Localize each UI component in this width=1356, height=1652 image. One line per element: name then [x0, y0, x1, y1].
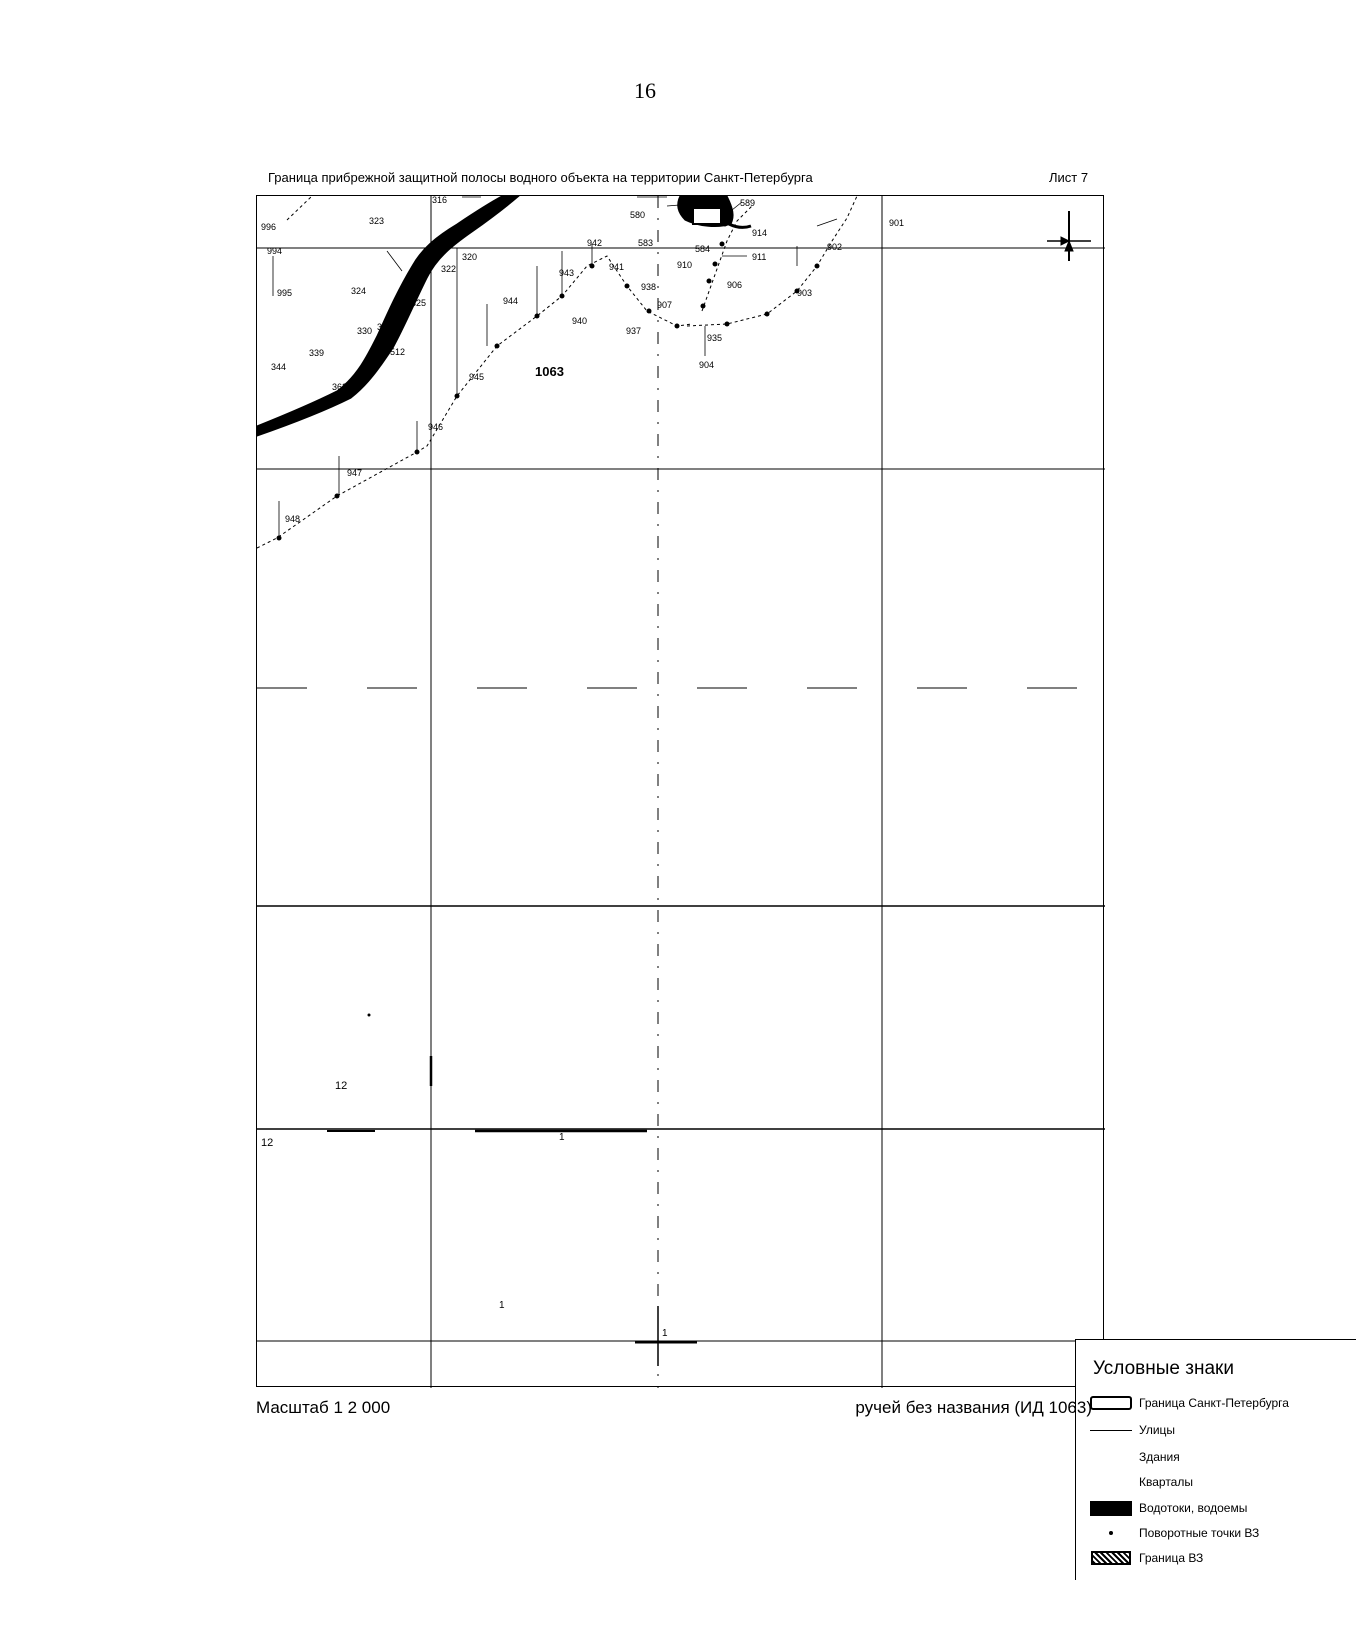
point-label: 322 [441, 264, 457, 274]
legend-label: Граница ВЗ [1139, 1551, 1204, 1565]
point-label: 320 [462, 252, 478, 262]
point-label: 947 [347, 468, 363, 478]
legend-item-zone [1089, 1547, 1203, 1569]
legend-item-streets [1089, 1419, 1175, 1441]
north-arrow-icon [1047, 211, 1091, 261]
map-marks [327, 1014, 697, 1366]
map-grid [257, 196, 1105, 1388]
block-icon [1089, 1474, 1133, 1490]
point-label: 584 [695, 244, 711, 254]
point-label: 580 [630, 210, 646, 220]
legend-item-buildings [1089, 1446, 1180, 1468]
legend-label: Граница Санкт-Петербурга [1139, 1396, 1289, 1410]
legend-label: Кварталы [1139, 1475, 1193, 1489]
map-canvas [257, 196, 1105, 1388]
point-label: 914 [752, 228, 768, 238]
page-number: 16 [634, 78, 656, 103]
point-label: 943 [559, 268, 575, 278]
legend-item-blocks [1089, 1471, 1193, 1493]
point-label: 994 [267, 246, 283, 256]
legend-label: Улицы [1139, 1423, 1176, 1437]
point-label: 323 [369, 216, 385, 226]
legend-label: Водотоки, водоемы [1139, 1501, 1248, 1515]
point-label: 944 [503, 296, 519, 306]
street-line-icon [1089, 1422, 1133, 1438]
point-label: 904 [699, 360, 715, 370]
point-label: 330 [357, 326, 373, 336]
point-label: 903 [797, 288, 813, 298]
legend-item-points [1089, 1522, 1259, 1544]
sheet-label: Лист 7 [1049, 170, 1089, 185]
point-label: 316 [432, 195, 448, 205]
block-label: 1 [662, 1328, 668, 1339]
point-label: 324 [351, 286, 367, 296]
zone-hatch-icon [1089, 1550, 1133, 1566]
point-label: 907 [657, 300, 673, 310]
point-label: 942 [587, 238, 603, 248]
point-dot-icon [1089, 1525, 1133, 1541]
point-label: 940 [572, 316, 588, 326]
legend-item-city-border [1089, 1392, 1289, 1414]
object-id-label: 1063 [535, 364, 564, 379]
point-label: 325 [411, 298, 427, 308]
block-label: 12 [261, 1137, 274, 1149]
point-label: 911 [752, 252, 767, 262]
point-label: 948 [285, 514, 301, 524]
point-label: 344 [271, 362, 287, 372]
block-label: 1 [499, 1300, 505, 1311]
point-label: 937 [626, 326, 642, 336]
point-label: 910 [677, 260, 693, 270]
point-label: 512 [390, 347, 406, 357]
point-label: 339 [309, 348, 325, 358]
point-label: 996 [261, 222, 277, 232]
scale-text: Масштаб 1 2 000 [256, 1398, 391, 1417]
water-bodies [257, 196, 751, 436]
city-border-icon [1089, 1395, 1133, 1411]
point-label: 589 [740, 198, 756, 208]
map-labels [261, 195, 904, 1339]
legend-label: Здания [1139, 1450, 1180, 1464]
point-label: 902 [827, 242, 843, 252]
point-label: 946 [428, 422, 444, 432]
point-label: 901 [889, 218, 905, 228]
point-label: 906 [727, 280, 743, 290]
point-label: 362 [332, 382, 348, 392]
block-label: 1 [559, 1132, 565, 1143]
block-label: 12 [335, 1080, 348, 1092]
point-label: 935 [707, 333, 723, 343]
point-label: 938 [641, 282, 657, 292]
legend-title: Условные знаки [1093, 1358, 1234, 1379]
point-label: 328 [377, 322, 393, 332]
object-name: ручей без названия (ИД 1063) [855, 1398, 1092, 1417]
point-label: 945 [469, 372, 485, 382]
map-title: Граница прибрежной защитной полосы водного объекта на территории Санкт-Петербурга [268, 170, 813, 185]
point-label: 941 [609, 262, 625, 272]
legend-item-water [1089, 1497, 1247, 1519]
legend [1075, 1339, 1356, 1580]
point-label: 583 [638, 238, 654, 248]
point-label: 995 [277, 288, 293, 298]
legend-label: Поворотные точки ВЗ [1139, 1526, 1260, 1540]
water-fill-icon [1089, 1500, 1133, 1516]
building-icon [1089, 1449, 1133, 1465]
